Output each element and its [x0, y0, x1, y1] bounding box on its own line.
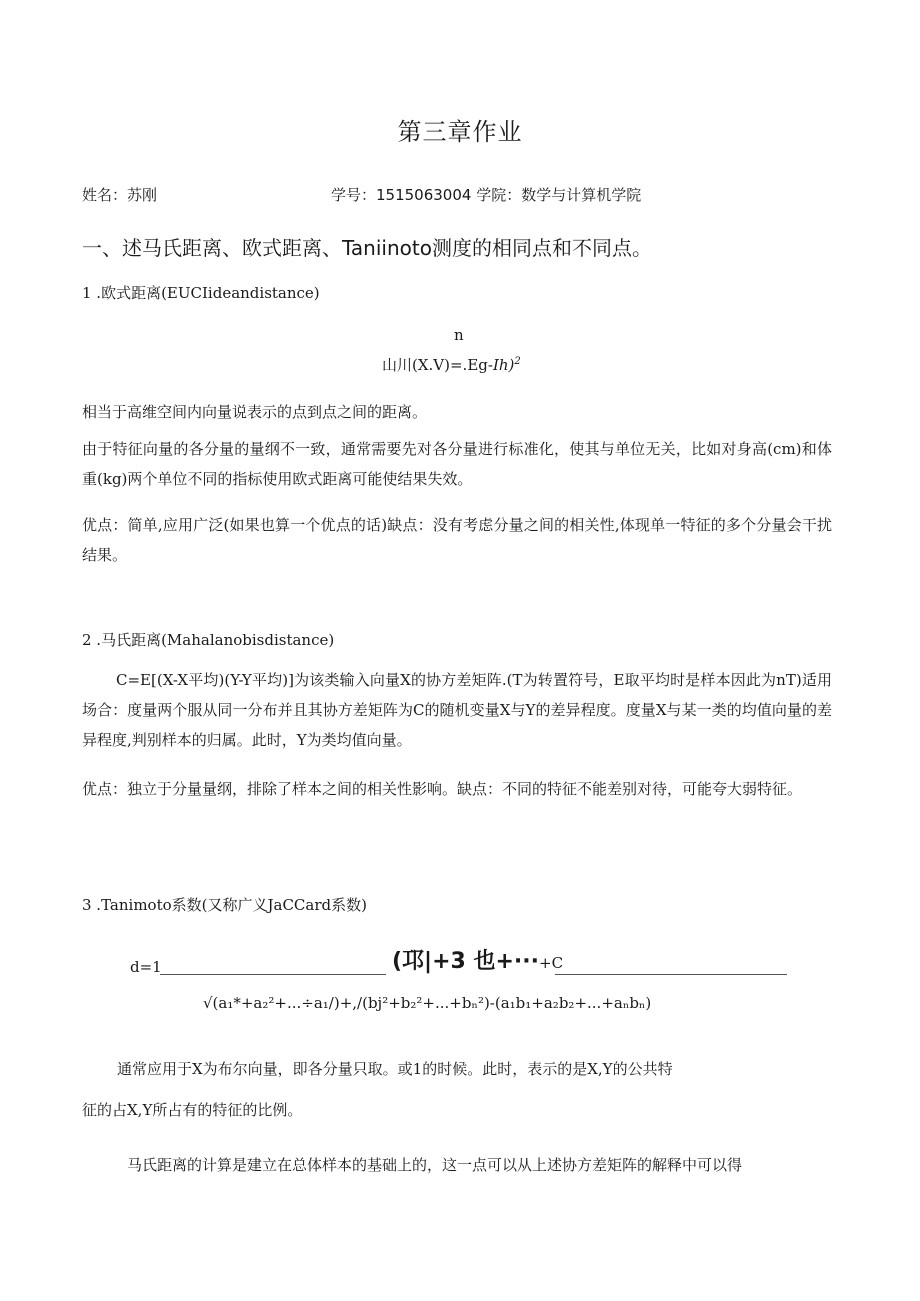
euclid-formula-n: n	[454, 326, 464, 344]
page-title: 第三章作业	[397, 118, 523, 146]
tanimoto-numerator-big: (邛|+3 也+···	[392, 949, 539, 974]
tanimoto-d-label: d=1	[130, 958, 162, 976]
euclid-p3: 优点：简单,应用广泛(如果也算一个优点的话)缺点：没有考虑分量之间的相关性,体现单一特征的多个分量会干扰结果。	[82, 516, 832, 564]
tanimoto-p1-line2: 征的占X,Y所占有的特征的比例。	[82, 1101, 303, 1119]
euclid-title: 1 .欧式距离(EUCIideandistance)	[82, 284, 320, 302]
tanimoto-p2: 马氏距离的计算是建立在总体样本的基础上的，这一点可以从上述协方差矩阵的解释中可以得	[127, 1156, 743, 1174]
tanimoto-numerator	[392, 944, 563, 975]
student-id-school: 学号：1515063004 学院：数学与计算机学院	[331, 186, 642, 204]
tanimoto-title: 3 .Tanimoto系数(又称广义JaCCard系数)	[82, 896, 367, 914]
mahal-title: 2 .马氏距离(Mahalanobisdistance)	[82, 631, 335, 649]
euclid-p2: 由于特征向量的各分量的量纲不一致，通常需要先对各分量进行标准化，使其与单位无关，比如对身高(cm)和体重(kg)两个单位不同的指标使用欧式距离可能使结果失效。	[82, 440, 832, 488]
tanimoto-denominator: √(a₁*+a₂²+...÷a₁/)+,/(bj²+b₂²+...+bₙ²)-(a₁b₁+a₂b₂+...+aₙbₙ)	[203, 994, 652, 1012]
tanimoto-p1-line1: 通常应用于X为布尔向量，即各分量只取。或1的时候。此时，表示的是X,Y的公共特	[117, 1060, 673, 1078]
euclid-formula-main: 山川(X.V)=.Eg-	[382, 356, 493, 374]
student-name: 姓名：苏刚	[82, 186, 158, 204]
euclid-formula-sup: 2	[514, 356, 521, 367]
euclid-p1: 相当于高维空间内向量说表示的点到点之间的距离。	[82, 403, 428, 421]
tanimoto-numerator-small: +C	[539, 954, 564, 972]
section-heading: 一、述马氏距离、欧式距离、Taniinoto测度的相同点和不同点。	[82, 236, 652, 260]
euclid-formula-tail: Ih)	[492, 356, 515, 374]
mahal-p2: 优点：独立于分量量纲，排除了样本之间的相关性影响。缺点：不同的特征不能差别对待，可能夸大弱特征。	[82, 780, 803, 798]
fraction-line-right	[555, 974, 787, 975]
mahal-p1: C=E[(X-X平均)(Y-Y平均)]为该类输入向量X的协方差矩阵.(T为转置符号，E取平均时是样本因此为nT)适用场合：度量两个服从同一分布并且其协方差矩阵为C的随机变量X与Y的差异程度。度量X与某一类的均值向量的差异程度,判别样本的归属。此时，Y为类均值向量。	[82, 671, 832, 749]
fraction-line-left	[160, 974, 386, 975]
euclid-formula	[382, 354, 521, 375]
